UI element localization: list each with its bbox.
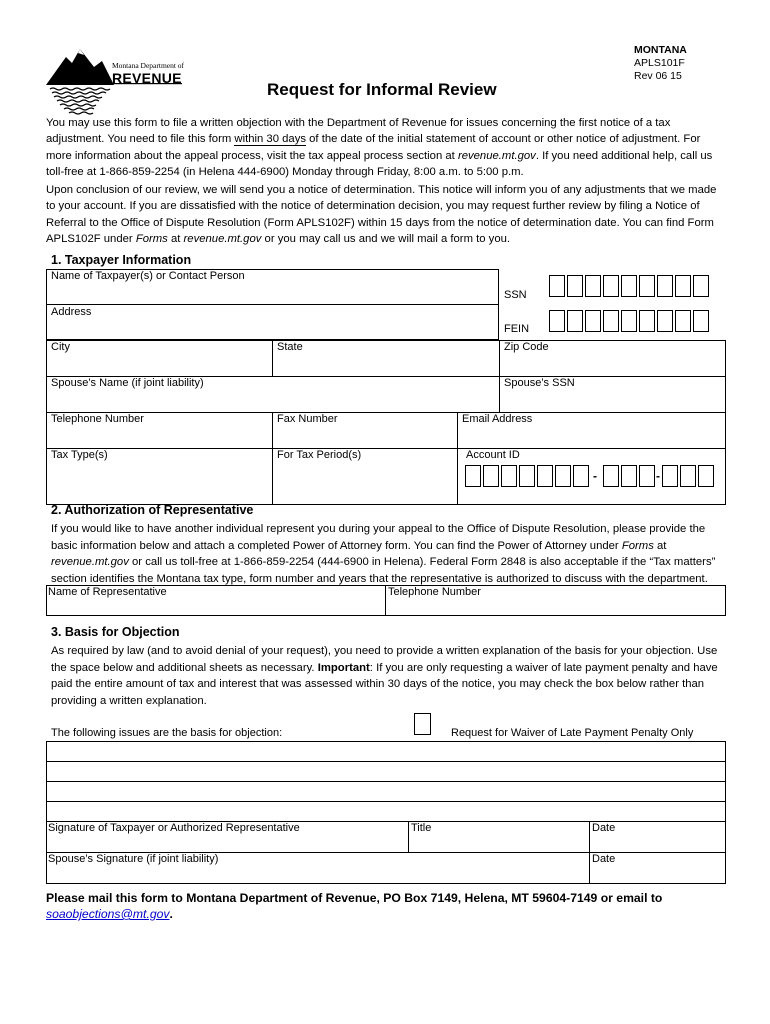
mailing-instructions: Please mail this form to Montana Department of Revenue, PO Box 7149, Helena, MT 59604-7149 or email to soaobjections@mt.gov. <box>46 891 663 921</box>
waiver-checkbox[interactable] <box>414 713 431 735</box>
section2-paragraph: If you would like to have another individual represent you during your appeal to the Office of Dispute Resolution, please provide the basic information below and attach a completed Power of Attorney form. You can find the Power of Attorney under Forms at revenue.mt.gov or call us toll-free at 1-866-859-2254 (444-6900 in Helena). Federal Form 2848 is also acceptable if the “Tax matters” section identifies the Montana tax type, form number and years that the representative is authorized to discuss with the department. <box>51 523 716 585</box>
ssn-label: SSN <box>504 289 527 301</box>
fein-field[interactable] <box>549 310 711 333</box>
ssn-field[interactable] <box>549 275 711 298</box>
rep-name-label: Name of Representative <box>48 586 167 598</box>
objection-line-2[interactable] <box>47 762 725 781</box>
state-field[interactable] <box>273 355 498 375</box>
section3-heading: 3. Basis for Objection <box>51 625 180 639</box>
state-name: MONTANA <box>634 44 687 56</box>
objection-line-4[interactable] <box>47 802 725 821</box>
fein-label: FEIN <box>504 323 530 335</box>
objection-line-3[interactable] <box>47 782 725 801</box>
zip-field[interactable] <box>500 355 725 375</box>
city-field[interactable] <box>47 355 271 375</box>
fax-label: Fax Number <box>277 413 338 425</box>
objection-line-1[interactable] <box>47 742 725 761</box>
date-label: Date <box>592 822 616 834</box>
phone-label: Telephone Number <box>51 413 144 425</box>
spouse-signature-field[interactable] <box>47 867 588 883</box>
intro-paragraph-1: You may use this form to file a written objection with the Department of Revenue for issues concerning the first notice of a tax adjustment. You need to file this form within 30 days of the date of the initial statement of account or other notice of adjustment. For more information about the appeal process, visit the tax appeal process section at revenue.mt.gov. If you need additional help, call us toll-free at 1-866-859-2254 (in Helena 444-6900) Monday through Friday, 8:00 a.m. to 5:00 p.m. <box>46 117 713 178</box>
account-id-label: Account ID <box>466 449 520 461</box>
email-link[interactable]: soaobjections@mt.gov <box>46 907 170 921</box>
section2-heading: 2. Authorization of Representative <box>51 503 254 517</box>
rep-phone-label: Telephone Number <box>388 586 481 598</box>
signature-label: Signature of Taxpayer or Authorized Representative <box>48 822 300 834</box>
issues-label: The following issues are the basis for objection: <box>51 727 283 739</box>
tax-period-label: For Tax Period(s) <box>277 449 362 461</box>
tax-type-label: Tax Type(s) <box>51 449 108 461</box>
logo-subtitle: Montana Department of <box>112 61 185 70</box>
signature-field[interactable] <box>47 836 407 851</box>
date2-field[interactable] <box>590 867 725 883</box>
spouse-ssn-label: Spouse’s SSN <box>504 377 575 389</box>
date2-label: Date <box>592 853 616 865</box>
spouse-signature-label: Spouse’s Signature (if joint liability) <box>48 853 219 865</box>
account-id-dash-2: - <box>656 469 660 483</box>
taxpayer-name-label: Name of Taxpayer(s) or Contact Person <box>51 270 245 282</box>
spouse-name-field[interactable] <box>47 391 498 411</box>
spouse-name-label: Spouse’s Name (if joint liability) <box>51 377 204 389</box>
rep-name-field[interactable] <box>47 599 384 615</box>
tax-period-field[interactable] <box>273 463 456 504</box>
city-label: City <box>51 341 70 353</box>
form-revision: Rev 06 15 <box>634 70 682 82</box>
revenue-logo <box>44 45 184 120</box>
account-id-dash-1: - <box>593 469 597 483</box>
fax-field[interactable] <box>273 427 456 447</box>
phone-field[interactable] <box>47 427 271 447</box>
logo-name: REVENUE <box>112 70 182 86</box>
page-title: Request for Informal Review <box>267 80 497 99</box>
state-label: State <box>277 341 303 353</box>
title-field[interactable] <box>409 836 588 851</box>
waiver-label: Request for Waiver of Late Payment Penalty Only <box>451 727 694 739</box>
form-code: APLS101F <box>634 57 685 69</box>
account-id-field[interactable] <box>465 465 717 489</box>
form-identifier <box>634 44 687 83</box>
email-label: Email Address <box>462 413 533 425</box>
section3-paragraph: As required by law (and to avoid denial of your request), you need to provide a written explanation of the basis for your objection. Use the space below and additional sheets as necessary. Important: If you are only requesting a waiver of late payment penalty and have paid the entire amount of tax and interest that was assessed within 30 days of the notice, you may check the box below rather than providing a written explanation. <box>51 645 718 707</box>
tax-type-field[interactable] <box>47 463 271 504</box>
address-label: Address <box>51 306 92 318</box>
spouse-ssn-field[interactable] <box>500 391 725 411</box>
date-field[interactable] <box>590 836 725 851</box>
rep-phone-field[interactable] <box>386 599 725 615</box>
section1-heading: 1. Taxpayer Information <box>51 253 192 267</box>
intro-paragraph-2: Upon conclusion of our review, we will send you a notice of determination. This notice will inform you of any adjustments that we made to your account. If you are dissatisfied with the notice of determination decision, you may request further review by filing a Notice of Referral to the Office of Dispute Resolution (Form APLS102F) within 15 days from the notice of determination date. You can find Form APLS102F under Forms at revenue.mt.gov or you may call us and we will mail a form to you. <box>46 184 717 245</box>
taxpayer-name-field[interactable] <box>47 284 497 303</box>
zip-label: Zip Code <box>504 341 549 353</box>
title-label: Title <box>411 822 432 834</box>
email-field[interactable] <box>458 427 725 447</box>
address-field[interactable] <box>47 320 497 339</box>
